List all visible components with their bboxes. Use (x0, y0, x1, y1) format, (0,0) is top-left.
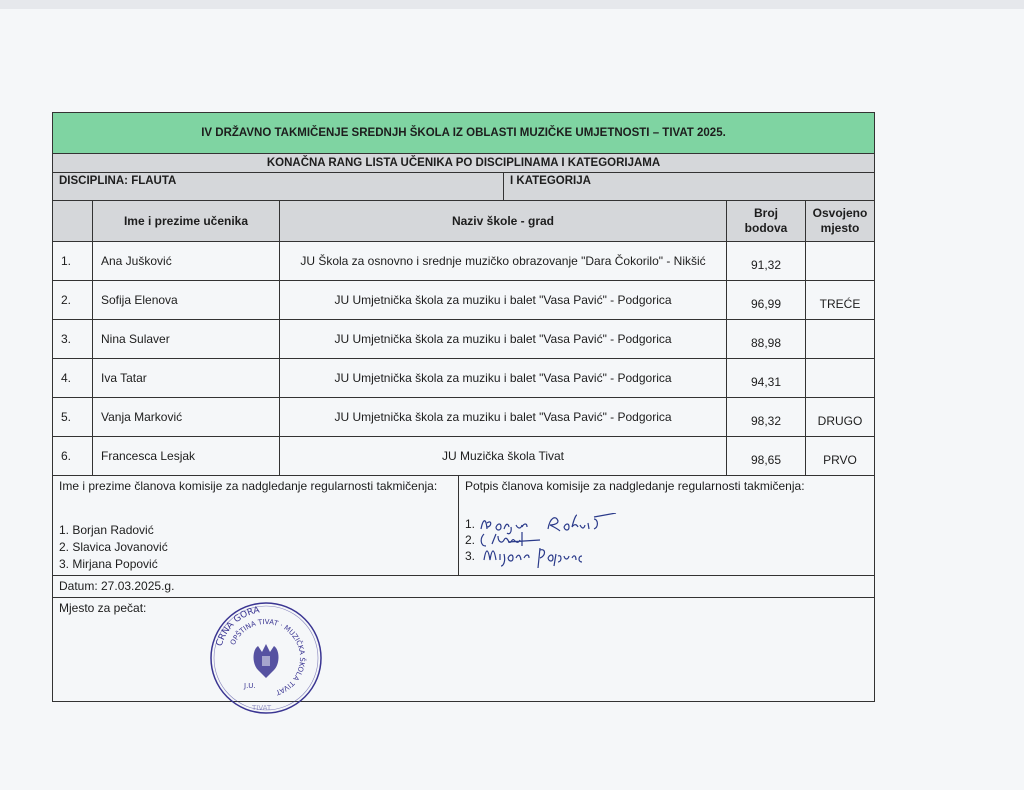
col-points-header-line2: bodova (744, 221, 788, 235)
col-place-header (806, 201, 874, 241)
document-subtitle: KONAČNA RANG LISTA UČENIKA PO DISCIPLINAMA I KATEGORIJAMA (53, 154, 874, 173)
place (806, 359, 874, 397)
table-row (53, 437, 874, 476)
col-place-header-line1: Osvojeno (812, 206, 868, 220)
place: DRUGO (817, 414, 863, 428)
signature-number: 1. (465, 517, 476, 531)
col-name-header: Ime i prezime učenika (93, 201, 280, 241)
signature-label: Potpis članova komisije za nadgledanje regularnosti takmičenja: (465, 479, 805, 493)
school-name: JU Umjetnička škola za muziku i balet "Vasa Pavić" - Podgorica (280, 281, 727, 319)
signature-number: 2. (465, 533, 476, 547)
document-title: IV DRŽAVNO TAKMIČENJE SREDNJH ŠKOLA IZ OBLASTI MUZIČKE UMJETNOSTI – TIVAT 2025. (53, 113, 874, 154)
student-name: Vanja Marković (93, 398, 280, 436)
date-row: Datum: 27.03.2025.g. (53, 576, 874, 598)
col-points-header-line1: Broj (753, 206, 778, 220)
student-name: Francesca Lesjak (93, 437, 280, 475)
table-row (53, 398, 874, 437)
row-number: 1. (53, 242, 93, 280)
committee-member: 1. Borjan Radović (59, 523, 154, 537)
discipline-label: DISCIPLINA: FLAUTA (53, 173, 504, 200)
student-name: Sofija Elenova (93, 281, 280, 319)
points: 98,32 (727, 398, 806, 436)
committee-member: 3. Mirjana Popović (59, 557, 158, 571)
stamp-emblem-icon (254, 644, 279, 678)
row-number: 6. (53, 437, 93, 475)
committee-names (53, 476, 459, 575)
signature-number: 3. (465, 549, 476, 563)
col-number-header (53, 201, 93, 241)
scan-top-band (0, 0, 1024, 9)
student-name: Nina Sulaver (93, 320, 280, 358)
table-row (53, 359, 874, 398)
table-header (53, 201, 874, 242)
signature-list (465, 516, 618, 564)
col-school-header: Naziv škole - grad (280, 201, 727, 241)
school-name: JU Muzička škola Tivat (280, 437, 727, 475)
row-number: 5. (53, 398, 93, 436)
committee-members-list (59, 522, 168, 573)
place (806, 242, 874, 280)
row-number: 4. (53, 359, 93, 397)
place (806, 320, 874, 358)
points: 91,32 (727, 242, 806, 280)
row-number: 3. (53, 320, 93, 358)
signature-3-image (478, 544, 618, 568)
col-points-header (727, 201, 806, 241)
seal-row: Mjesto za pečat: (59, 601, 147, 615)
stamp-text-inner: OPŠTINA TIVAT · MUZIČKA ŠKOLA TIVAT (228, 617, 307, 697)
points: 98,65 (727, 437, 806, 475)
table-row (53, 281, 874, 320)
signature-line (465, 548, 618, 564)
table-row (53, 242, 874, 281)
points: 88,98 (727, 320, 806, 358)
school-name: JU Škola za osnovno i srednje muzičko obrazovanje "Dara Čokorilo" - Nikšić (280, 242, 727, 280)
place: PRVO (823, 453, 857, 467)
table-row (53, 320, 874, 359)
row-number: 2. (53, 281, 93, 319)
school-stamp (208, 600, 324, 716)
place: TREĆE (819, 297, 861, 311)
student-name: Ana Jušković (93, 242, 280, 280)
committee-section (53, 476, 874, 576)
committee-signatures (459, 476, 874, 575)
school-name: JU Umjetnička škola za muziku i balet "Vasa Pavić" - Podgorica (280, 320, 727, 358)
stamp-text-bottom: TIVAT (252, 704, 272, 712)
school-name: JU Umjetnička škola za muziku i balet "Vasa Pavić" - Podgorica (280, 359, 727, 397)
stamp-text-outer: CRNA GORA (214, 605, 261, 648)
school-name: JU Umjetnička škola za muziku i balet "Vasa Pavić" - Podgorica (280, 398, 727, 436)
category-label: I KATEGORIJA (510, 175, 591, 187)
committee-names-label: Ime i prezime članova komisije za nadgledanje regularnosti takmičenja: (59, 479, 438, 493)
student-name: Iva Tatar (93, 359, 280, 397)
points: 94,31 (727, 359, 806, 397)
stamp-text-ju: J.U. (244, 682, 256, 690)
discipline-row (53, 173, 874, 201)
col-place-header-line2: mjesto (820, 221, 860, 235)
ranking-document (52, 112, 875, 702)
committee-member: 2. Slavica Jovanović (59, 540, 168, 554)
points: 96,99 (727, 281, 806, 319)
